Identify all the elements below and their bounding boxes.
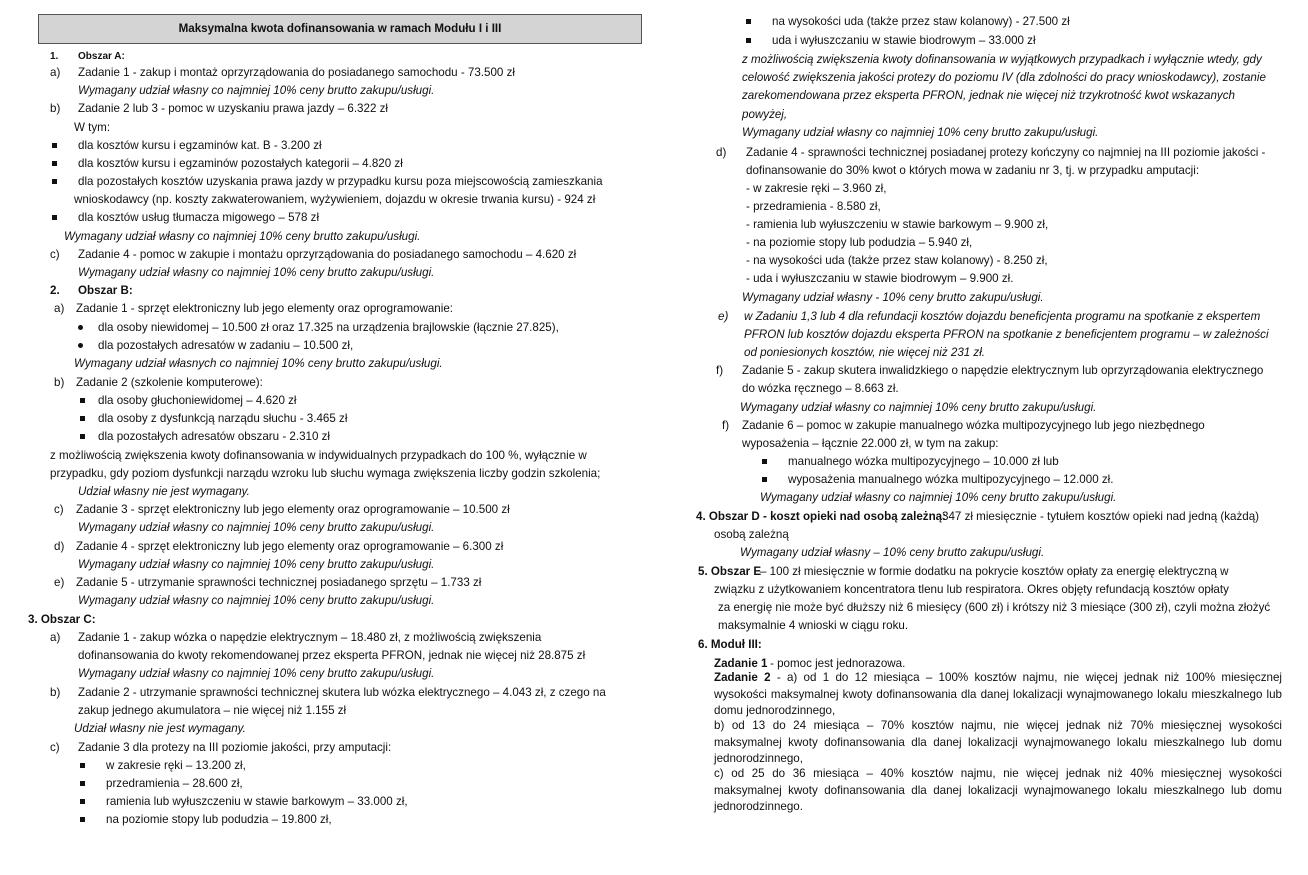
bullet-square-icon xyxy=(746,13,752,31)
text-line: Zadanie 1 xyxy=(714,657,768,670)
text-line: W tym: xyxy=(74,121,111,134)
text-line: 1. xyxy=(50,51,59,62)
bullet-square-icon xyxy=(762,453,768,471)
text-line: uda i wyłuszczaniu w stawie biodrowym – 33.000 zł xyxy=(772,34,1036,47)
text-line: ramienia lub wyłuszczeniu w stawie barkowym – 33.000 zł, xyxy=(106,795,408,808)
bullet-dot-icon xyxy=(78,319,84,337)
text-line: Obszar A: xyxy=(78,51,125,62)
bullet-square-icon xyxy=(52,173,58,191)
bullet-square-icon xyxy=(52,209,58,227)
text-line: od poniesionych kosztów, nie więcej niż 231 zł. xyxy=(744,346,986,359)
text-line: f) xyxy=(716,364,724,377)
text-line: Wymagany udział własny co najmniej 10% ceny brutto zakupu/usługi. xyxy=(760,491,1117,504)
text-line: c) xyxy=(50,248,60,261)
text-line: Wymagany udział własny co najmniej 10% ceny brutto zakupu/usługi. xyxy=(78,667,435,680)
bullet-square-icon xyxy=(52,137,58,155)
text-line: Zadanie 1 - zakup wózka o napędzie elektrycznym – 18.480 zł, z możliwością zwiększenia xyxy=(78,631,542,644)
bullet-square-icon xyxy=(80,811,86,829)
text-line: Wymagany udział własny co najmniej 10% ceny brutto zakupu/usługi. xyxy=(78,594,435,607)
bullet-square-icon xyxy=(762,471,768,489)
text-line: Zadanie 5 - utrzymanie sprawności technicznej posiadanego sprzętu – 1.733 zł xyxy=(76,576,482,589)
text-line: w Zadaniu 1,3 lub 4 dla refundacji kosztów dojazdu beneficjenta programu na spotkanie z ekspertem xyxy=(744,310,1261,323)
text-line: Zadanie 6 – pomoc w zakupie manualnego wózka multipozycyjnego lub jego niezbędnego xyxy=(742,419,1205,432)
text-line: Wymagany udział własny co najmniej 10% ceny brutto zakupu/usługi. xyxy=(78,84,435,97)
bullet-square-icon xyxy=(80,392,86,410)
text-line: za energię nie może być dłuższy niż 6 miesięcy (600 zł) i krótszy niż 3 miesiące (300 zł), czyli można złożyć xyxy=(718,601,1271,614)
text-line: dla osoby niewidomej – 10.500 zł oraz 17.325 na urządzenia brajlowskie (łącznie 27.825), xyxy=(98,321,559,334)
text-line: dla kosztów usług tłumacza migowego – 578 zł xyxy=(78,211,320,224)
text-line: Zadanie 3 - sprzęt elektroniczny lub jego elementy oraz oprogramowanie – 10.500 zł xyxy=(76,503,510,516)
text-line: Wymagany udział własny co najmniej 10% ceny brutto zakupu/usługi. xyxy=(64,230,421,243)
text-line: – 100 zł miesięcznie w formie dodatku na pokrycie kosztów opłaty za energię elektryczną w xyxy=(760,565,1229,578)
text-line: PFRON lub kosztów dojazdu eksperta PFRON na spotkanie z beneficjentem programu – w zależności xyxy=(744,328,1269,341)
text-line: Udział własny nie jest wymagany. xyxy=(78,485,250,498)
text-line: Udział własny nie jest wymagany. xyxy=(74,722,246,735)
text-line: - na wysokości uda (także przez staw kolanowy) - 8.250 zł, xyxy=(746,254,1048,267)
paragraph xyxy=(714,670,1282,720)
paragraph xyxy=(714,766,1282,816)
text-line: Zadanie 1 - sprzęt elektroniczny lub jego elementy oraz oprogramowanie: xyxy=(76,302,453,315)
bullet-square-icon xyxy=(80,410,86,428)
paragraph-text: - a) od 1 do 12 miesiąca – 100% kosztów najmu, nie więcej jednak niż 100% miesięcznej wysokości maksymalnej kwoty dofinansowania dla danej lokalizacji wynajmowanego lokalu mieszkalnego lub domu jednorodzinnego, xyxy=(714,671,1283,717)
text-line: 347 zł miesięcznie - tytułem kosztów opieki nad jedną (każdą) xyxy=(942,510,1260,523)
text-line: - w zakresie ręki – 3.960 zł, xyxy=(746,182,887,195)
paragraph-text: b) od 13 do 24 miesiąca – 70% kosztów najmu, nie więcej jednak niż 70% miesięcznej wysokości maksymalnej kwoty dofinansowania dla danej lokalizacji wynajmowanego lokalu mieszkalnego lub domu jednorodzinnego, xyxy=(714,719,1282,765)
paragraph xyxy=(714,718,1282,768)
paragraph-lead: Zadanie 2 xyxy=(714,671,771,684)
text-line: powyżej, xyxy=(742,108,788,121)
text-line: Wymagany udział własny co najmniej 10% ceny brutto zakupu/usługi. xyxy=(78,521,435,534)
text-line: Zadanie 4 - sprzęt elektroniczny lub jego elementy oraz oprogramowanie – 6.300 zł xyxy=(76,540,504,553)
text-line: Wymagany udział własny - 10% ceny brutto zakupu/usługi. xyxy=(742,291,1044,304)
text-line: Wymagany udział własny co najmniej 10% ceny brutto zakupu/usługi. xyxy=(740,401,1097,414)
text-line: e) xyxy=(54,576,65,589)
text-line: Zadanie 1 - zakup i montaż oprzyrządowania do posiadanego samochodu - 73.500 zł xyxy=(78,66,515,79)
text-line: dla kosztów kursu i egzaminów pozostałych kategorii – 4.820 zł xyxy=(78,157,403,170)
bullet-square-icon xyxy=(80,793,86,811)
text-line: z możliwością zwiększenia kwoty dofinansowania w indywidualnych przypadkach do 100 %, wyłącznie w xyxy=(50,449,587,462)
page-title: Maksymalna kwota dofinansowania w ramach Modułu I i III xyxy=(38,14,642,44)
bullet-dot-icon xyxy=(78,337,84,355)
text-line: Zadanie 2 (szkolenie komputerowe): xyxy=(76,376,263,389)
bullet-square-icon xyxy=(80,757,86,775)
text-line: dla pozostałych adresatów w zadaniu – 10.500 zł, xyxy=(98,339,354,352)
text-line: Zadanie 5 - zakup skutera inwalidzkiego o napędzie elektrycznym lub oprzyrządowania elektrycznego xyxy=(742,364,1264,377)
text-line: do wózka ręcznego – 8.663 zł. xyxy=(742,382,899,395)
text-line: - uda i wyłuszczaniu w stawie biodrowym – 9.900 zł. xyxy=(746,272,1014,285)
bullet-square-icon xyxy=(746,32,752,50)
text-line: Zadanie 2 lub 3 - pomoc w uzyskaniu prawa jazdy – 6.322 zł xyxy=(78,102,388,115)
text-line: 5. Obszar E xyxy=(698,565,762,578)
text-line: 6. Moduł III: xyxy=(698,638,762,651)
text-line: dla osoby głuchoniewidomej – 4.620 zł xyxy=(98,394,297,407)
bullet-square-icon xyxy=(80,775,86,793)
bullet-square-icon xyxy=(80,428,86,446)
text-line: Wymagany udział własnych co najmniej 10% ceny brutto zakupu/usługi. xyxy=(74,357,443,370)
text-line: dofinansowanie do 30% kwot o których mowa w zadaniu nr 3, tj. w przypadku amputacji: xyxy=(746,164,1200,177)
text-line: c) xyxy=(50,741,60,754)
text-line: - pomoc jest jednorazowa. xyxy=(770,657,906,670)
text-line: - na poziomie stopy lub podudzia – 5.940 zł, xyxy=(746,236,973,249)
text-line: Wymagany udział własny co najmniej 10% ceny brutto zakupu/usługi. xyxy=(742,126,1099,139)
text-line: Zadanie 4 - sprawności technicznej posiadanej protezy kończyny co najmniej na III poziomie jakości - xyxy=(746,146,1266,159)
text-line: 2. xyxy=(50,284,60,297)
text-line: 4. Obszar D - koszt opieki nad osobą zależną: xyxy=(696,510,946,523)
text-line: Wymagany udział własny – 10% ceny brutto zakupu/usługi. xyxy=(740,546,1045,559)
text-line: na poziomie stopy lub podudzia – 19.800 zł, xyxy=(106,813,332,826)
text-line: b) xyxy=(54,376,65,389)
text-line: dofinansowania do kwoty rekomendowanej przez eksperta PFRON, jednak nie więcej niż 28.875 zł xyxy=(78,649,586,662)
text-line: celowość zwiększenia jakości protezy do poziomu IV (dla zdolności do pracy wnioskodawcy), zostanie xyxy=(742,71,1266,84)
text-line: dla kosztów kursu i egzaminów kat. B - 3.200 zł xyxy=(78,139,322,152)
text-line: Zadanie 2 - utrzymanie sprawności technicznej skutera lub wózka elektrycznego – 4.043 zł, z czego na xyxy=(78,686,606,699)
text-line: a) xyxy=(54,302,65,315)
text-line: a) xyxy=(50,66,61,79)
text-line: na wysokości uda (także przez staw kolanowy) - 27.500 zł xyxy=(772,15,1070,28)
text-line: dla osoby z dysfunkcją narządu słuchu - 3.465 zł xyxy=(98,412,348,425)
text-line: związku z użytkowaniem koncentratora tlenu lub respiratora. Okres objęty refundacją kosztów opłaty xyxy=(714,583,1229,596)
text-line: przedramienia – 28.600 zł, xyxy=(106,777,243,790)
text-line: Zadanie 4 - pomoc w zakupie i montażu oprzyrządowania do posiadanego samochodu – 4.620 zł xyxy=(78,248,577,261)
text-line: wyposażenia – łącznie 22.000 zł, w tym na zakup: xyxy=(742,437,999,450)
text-line: c) xyxy=(54,503,64,516)
text-line: z możliwością zwiększenia kwoty dofinansowania w wyjątkowych przypadkach i wyłącznie wtedy, gdy xyxy=(742,53,1262,66)
bullet-square-icon xyxy=(52,155,58,173)
text-line: e) xyxy=(718,310,729,323)
text-line: w zakresie ręki – 13.200 zł, xyxy=(106,759,246,772)
text-line: zakup jednego akumulatora – nie więcej niż 1.155 zł xyxy=(78,704,347,717)
text-line: przypadku, gdy poziom dysfunkcji narządu wzroku lub słuchu wymaga zwiększenia liczby godzin szkolenia; xyxy=(50,467,601,480)
text-line: b) xyxy=(50,102,61,115)
text-line: 3. Obszar C: xyxy=(28,613,96,626)
text-line: a) xyxy=(50,631,61,644)
text-line: osobą zależną xyxy=(714,528,789,541)
text-line: b) xyxy=(50,686,61,699)
text-line: Wymagany udział własny co najmniej 10% ceny brutto zakupu/usługi. xyxy=(78,558,435,571)
text-line: wnioskodawcy (np. koszty zakwaterowaniem, wyżywieniem, dojazdu w okresie trwania kursu) - 924 zł xyxy=(74,193,596,206)
text-line: wyposażenia manualnego wózka multipozycyjnego – 12.000 zł. xyxy=(788,473,1114,486)
text-line: dla pozostałych adresatów obszaru - 2.310 zł xyxy=(98,430,331,443)
text-line: maksymalnie 4 wnioski w ciągu roku. xyxy=(718,619,909,632)
text-line: Zadanie 3 dla protezy na III poziomie jakości, przy amputacji: xyxy=(78,741,392,754)
text-line: d) xyxy=(54,540,65,553)
text-line: Wymagany udział własny co najmniej 10% ceny brutto zakupu/usługi. xyxy=(78,266,435,279)
text-line: manualnego wózka multipozycyjnego – 10.000 zł lub xyxy=(788,455,1059,468)
text-line: - ramienia lub wyłuszczeniu w stawie barkowym – 9.900 zł, xyxy=(746,218,1049,231)
text-line: Obszar B: xyxy=(78,284,133,297)
text-line: dla pozostałych kosztów uzyskania prawa jazdy w przypadku kursu poza miejscowością zamieszkania xyxy=(78,175,603,188)
text-line: zarekomendowana przez eksperta PFRON, jednak nie więcej niż trzykrotność kwot wskazanych xyxy=(742,89,1235,102)
text-line: - przedramienia - 8.580 zł, xyxy=(746,200,881,213)
text-line: d) xyxy=(716,146,727,159)
text-line: f) xyxy=(722,419,730,432)
paragraph-text: c) od 25 do 36 miesiąca – 40% kosztów najmu, nie więcej jednak niż 40% miesięcznej wysokości maksymalnej kwoty dofinansowania dla danej lokalizacji wynajmowanego lokalu mieszkalnego lub domu jednorodzinnego. xyxy=(714,767,1282,813)
